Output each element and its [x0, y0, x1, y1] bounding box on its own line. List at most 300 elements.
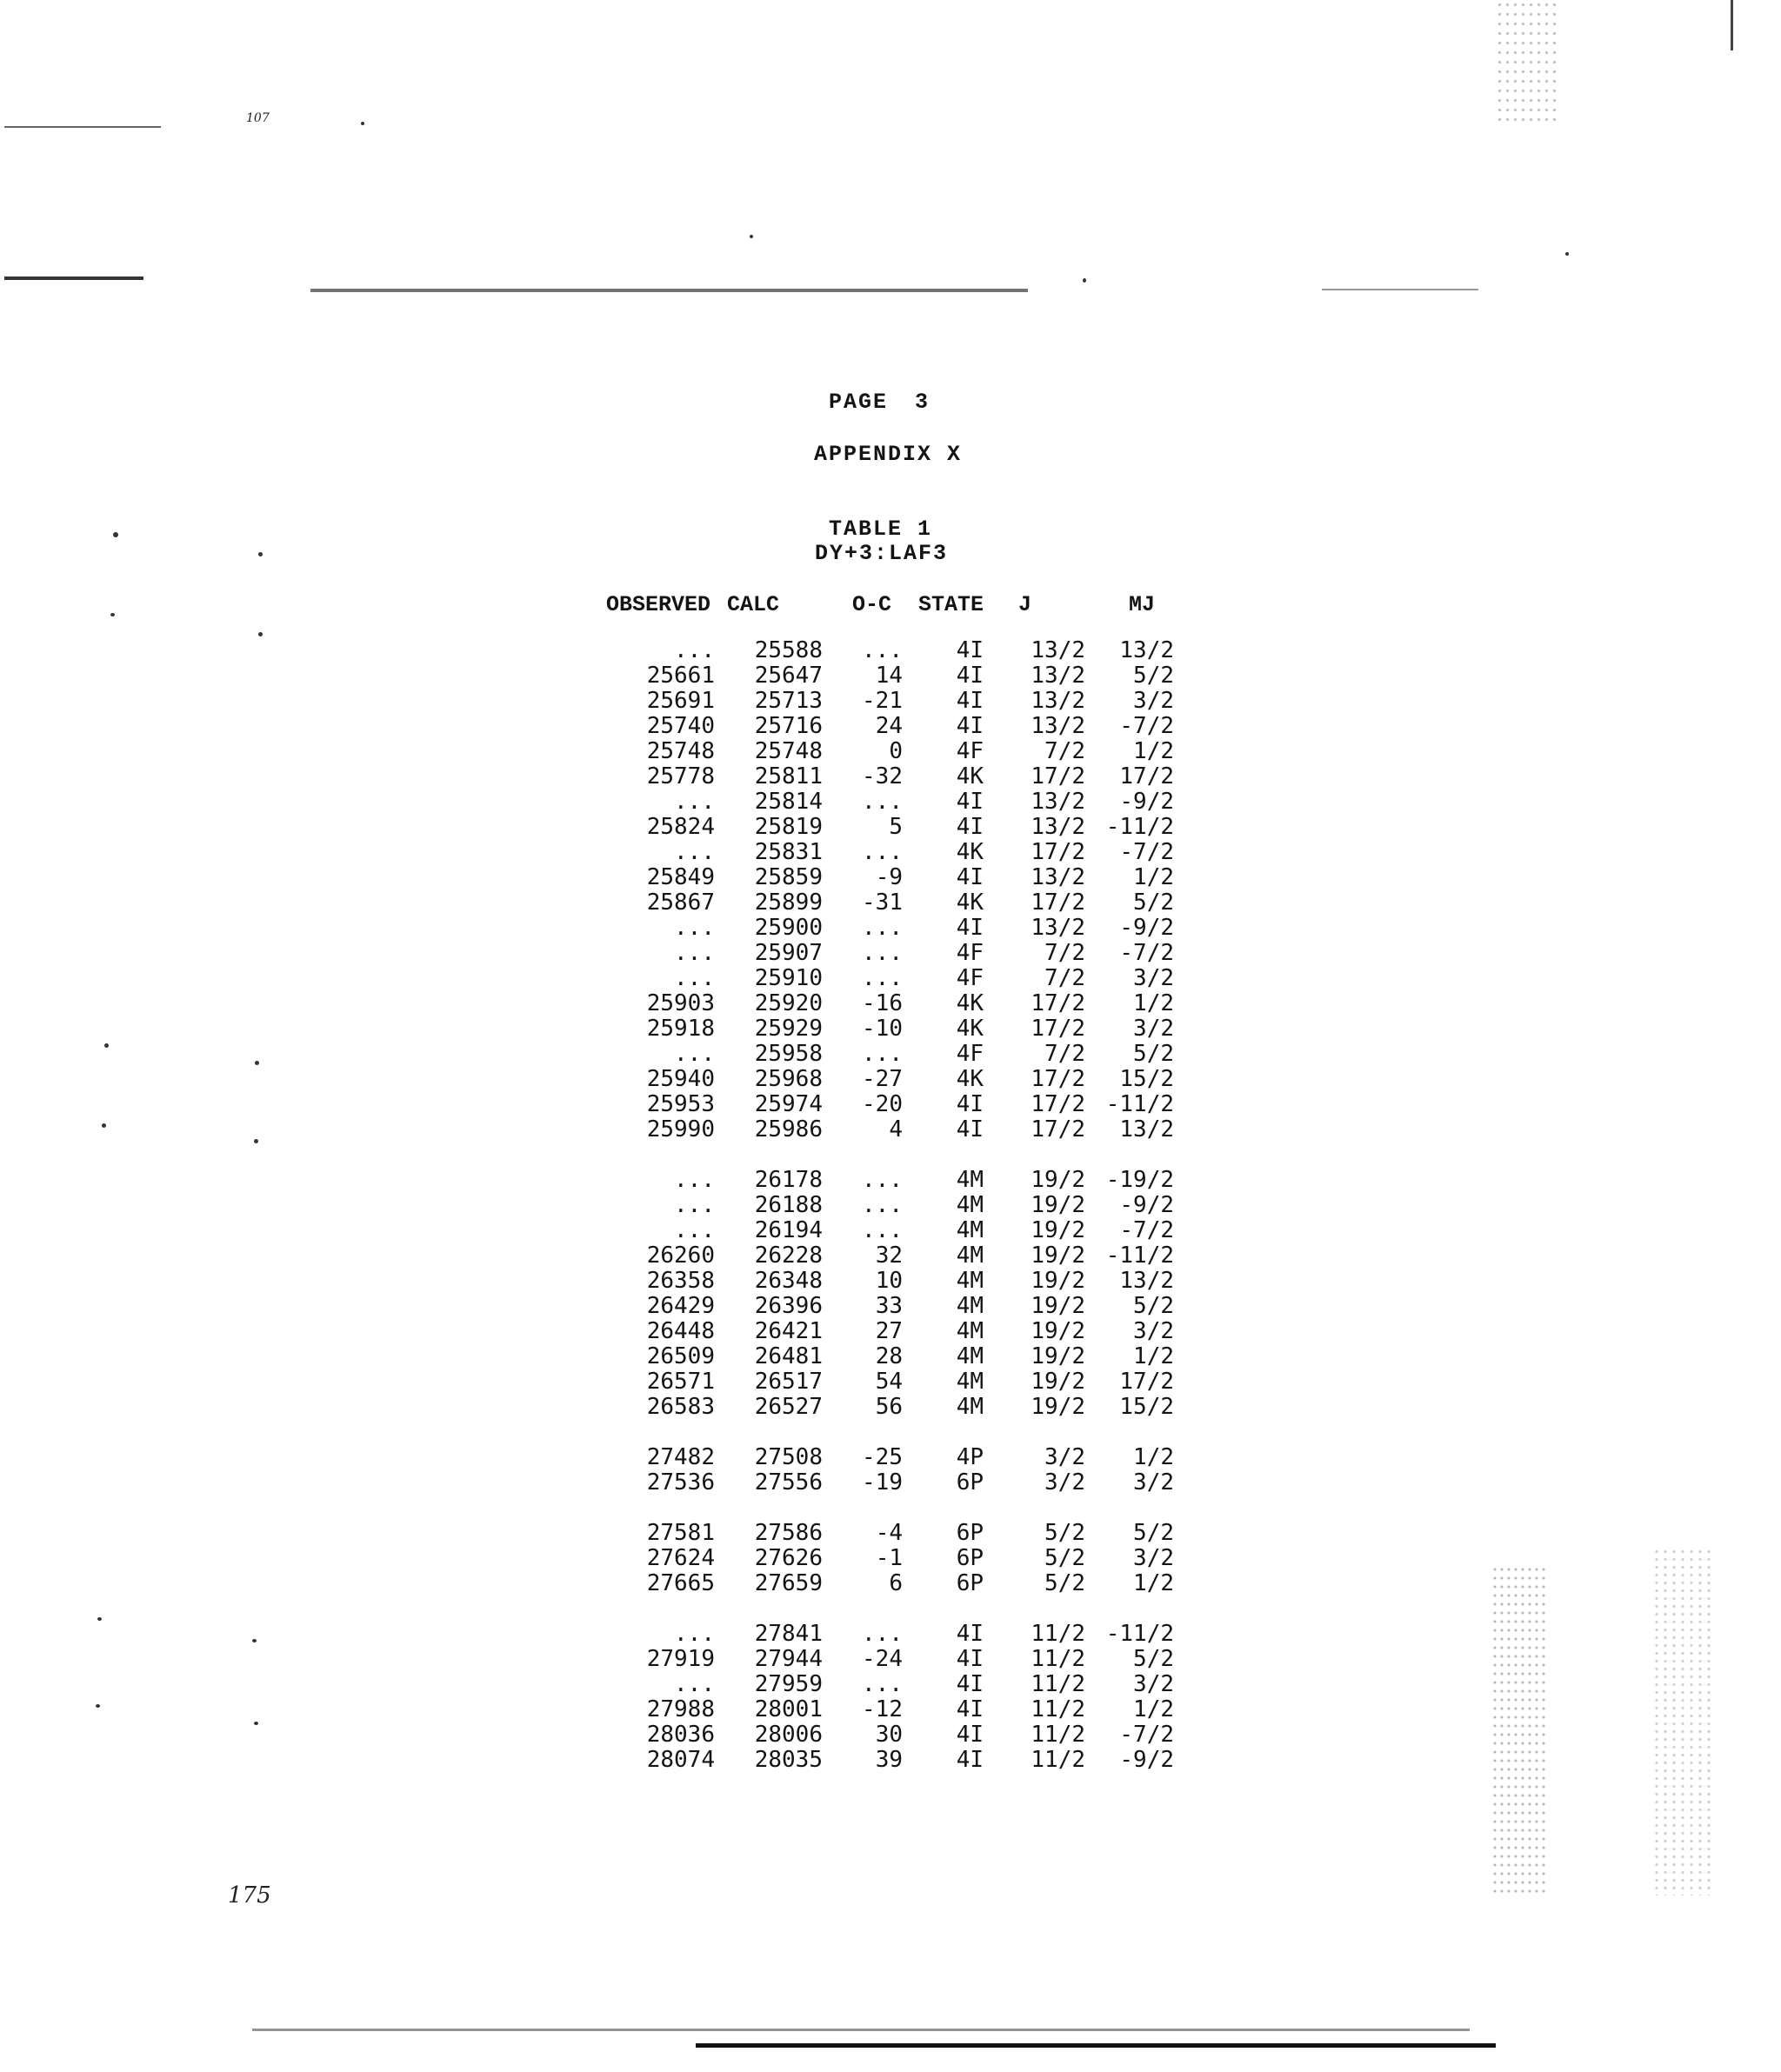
appendix-heading-text: APPENDIX X — [814, 442, 963, 467]
cell-calc: 25748 — [754, 738, 823, 764]
cell-oc: ... — [862, 1671, 903, 1697]
cell-calc: 27626 — [754, 1545, 823, 1571]
cell-j: 17/2 — [1031, 990, 1086, 1016]
cell-state: 6P — [956, 1545, 984, 1571]
cell-calc: 28006 — [754, 1722, 823, 1748]
cell-mj: 1/2 — [1133, 1696, 1175, 1722]
cell-calc: 25907 — [754, 940, 823, 966]
cell-j: 17/2 — [1031, 1116, 1086, 1143]
cell-oc: ... — [862, 1192, 903, 1218]
cell-j: 7/2 — [1044, 965, 1086, 991]
scan-noise-right-lower-2 — [1652, 1548, 1713, 1895]
cell-j: 7/2 — [1044, 1041, 1086, 1067]
scan-speck — [104, 1043, 109, 1048]
scan-speck — [102, 1123, 106, 1128]
scan-rule-top — [310, 289, 1028, 292]
table-row — [606, 1117, 1174, 1143]
table-row — [606, 815, 1174, 840]
cell-observed: 25740 — [646, 713, 715, 739]
cell-calc: 25929 — [754, 1016, 823, 1042]
table-row — [606, 663, 1174, 689]
cell-oc: -21 — [862, 688, 903, 714]
cell-j: 11/2 — [1031, 1671, 1086, 1697]
group-separator — [606, 1496, 1174, 1521]
cell-calc: 27556 — [754, 1469, 823, 1496]
scan-rule-bottom-heavy — [696, 2043, 1496, 2048]
cell-observed: ... — [674, 940, 715, 966]
cell-j: 7/2 — [1044, 738, 1086, 764]
table-row — [606, 1243, 1174, 1269]
cell-observed: 25748 — [646, 738, 715, 764]
cell-calc: 26517 — [754, 1369, 823, 1395]
cell-oc: -16 — [862, 990, 903, 1016]
cell-observed: 26358 — [646, 1268, 715, 1294]
scan-speck — [113, 532, 118, 537]
cell-observed: 25867 — [646, 889, 715, 916]
cell-j: 17/2 — [1031, 839, 1086, 865]
table-row — [606, 1546, 1174, 1571]
cell-observed: 25661 — [646, 663, 715, 689]
cell-mj: -7/2 — [1119, 1217, 1175, 1243]
cell-state: 6P — [956, 1570, 984, 1596]
cell-state: 4M — [956, 1293, 984, 1319]
cell-state: 4M — [956, 1394, 984, 1420]
cell-j: 19/2 — [1031, 1369, 1086, 1395]
cell-oc: -10 — [862, 1016, 903, 1042]
cell-calc: 26188 — [754, 1192, 823, 1218]
cell-oc: 0 — [889, 738, 903, 764]
cell-observed: ... — [674, 637, 715, 663]
table-row — [606, 991, 1174, 1016]
cell-mj: 5/2 — [1133, 889, 1175, 916]
cell-mj: -11/2 — [1105, 1621, 1175, 1647]
cell-mj: 3/2 — [1133, 965, 1175, 991]
table-row — [606, 916, 1174, 941]
cell-oc: ... — [862, 940, 903, 966]
cell-state: 4M — [956, 1369, 984, 1395]
cell-observed: 26448 — [646, 1318, 715, 1344]
cell-mj: -9/2 — [1119, 1747, 1175, 1773]
cell-oc: ... — [862, 915, 903, 941]
cell-observed: 27665 — [646, 1570, 715, 1596]
cell-j: 19/2 — [1031, 1268, 1086, 1294]
cell-calc: 26348 — [754, 1268, 823, 1294]
cell-observed: ... — [674, 915, 715, 941]
cell-calc: 26421 — [754, 1318, 823, 1344]
cell-j: 19/2 — [1031, 1243, 1086, 1269]
cell-calc: 28001 — [754, 1696, 823, 1722]
table-row — [606, 714, 1174, 739]
cell-observed: ... — [674, 1217, 715, 1243]
cell-state: 4I — [956, 637, 984, 663]
cell-calc: 25814 — [754, 789, 823, 815]
cell-j: 17/2 — [1031, 1066, 1086, 1092]
cell-state: 4F — [956, 738, 984, 764]
cell-observed: 25903 — [646, 990, 715, 1016]
cell-j: 19/2 — [1031, 1394, 1086, 1420]
cell-state: 4K — [956, 763, 984, 789]
cell-calc: 25900 — [754, 915, 823, 941]
cell-calc: 25920 — [754, 990, 823, 1016]
cell-calc: 27944 — [754, 1646, 823, 1672]
cell-mj: -11/2 — [1105, 814, 1175, 840]
cell-mj: 3/2 — [1133, 1545, 1175, 1571]
cell-j: 19/2 — [1031, 1293, 1086, 1319]
scan-speck — [750, 235, 753, 238]
cell-calc: 26228 — [754, 1243, 823, 1269]
cell-oc: -27 — [862, 1066, 903, 1092]
cell-calc: 25910 — [754, 965, 823, 991]
table-row — [606, 1672, 1174, 1697]
cell-j: 3/2 — [1044, 1469, 1086, 1496]
cell-oc: -31 — [862, 889, 903, 916]
scan-rule-top-right — [1322, 289, 1478, 290]
cell-mj: 1/2 — [1133, 1343, 1175, 1369]
cell-calc: 25974 — [754, 1091, 823, 1117]
cell-oc: 32 — [875, 1243, 903, 1269]
cell-mj: 3/2 — [1133, 1469, 1175, 1496]
cell-state: 4I — [956, 1646, 984, 1672]
cell-j: 13/2 — [1031, 713, 1086, 739]
cell-j: 19/2 — [1031, 1167, 1086, 1193]
cell-j: 5/2 — [1044, 1545, 1086, 1571]
cell-observed: 25691 — [646, 688, 715, 714]
cell-calc: 26178 — [754, 1167, 823, 1193]
cell-j: 13/2 — [1031, 814, 1086, 840]
cell-oc: 6 — [889, 1570, 903, 1596]
table-body — [606, 638, 1174, 1773]
cell-state: 4I — [956, 713, 984, 739]
cell-calc: 25899 — [754, 889, 823, 916]
cell-mj: 3/2 — [1133, 1016, 1175, 1042]
table-row — [606, 966, 1174, 991]
cell-observed: ... — [674, 1192, 715, 1218]
cell-mj: 5/2 — [1133, 1646, 1175, 1672]
cell-observed: 25849 — [646, 864, 715, 890]
table-row — [606, 1218, 1174, 1243]
cell-state: 4I — [956, 1621, 984, 1647]
table-title-text: TABLE 1 — [829, 516, 933, 542]
cell-state: 4M — [956, 1268, 984, 1294]
cell-observed: 25824 — [646, 814, 715, 840]
table-row — [606, 739, 1174, 764]
table-row — [606, 1748, 1174, 1773]
cell-j: 11/2 — [1031, 1621, 1086, 1647]
cell-observed: 27536 — [646, 1469, 715, 1496]
cell-mj: 1/2 — [1133, 1570, 1175, 1596]
scan-speck — [97, 1617, 102, 1621]
cell-calc: 27959 — [754, 1671, 823, 1697]
cell-observed: 26571 — [646, 1369, 715, 1395]
table-subtitle-text: DY+3:LAF3 — [815, 541, 949, 566]
cell-mj: 17/2 — [1119, 763, 1175, 789]
table-row — [606, 1622, 1174, 1647]
cell-calc: 25859 — [754, 864, 823, 890]
cell-oc: 14 — [875, 663, 903, 689]
cell-mj: -9/2 — [1119, 1192, 1175, 1218]
cell-mj: 5/2 — [1133, 1293, 1175, 1319]
cell-oc: -1 — [875, 1545, 903, 1571]
cell-oc: 56 — [875, 1394, 903, 1420]
cell-observed: 28036 — [646, 1722, 715, 1748]
cell-j: 13/2 — [1031, 663, 1086, 689]
group-separator — [606, 1420, 1174, 1445]
cell-observed: 25953 — [646, 1091, 715, 1117]
cell-state: 4M — [956, 1217, 984, 1243]
cell-oc: -19 — [862, 1469, 903, 1496]
cell-state: 4I — [956, 864, 984, 890]
cell-state: 4K — [956, 1016, 984, 1042]
cell-observed: 26583 — [646, 1394, 715, 1420]
scan-rule-left-top — [4, 126, 161, 128]
cell-observed: ... — [674, 1041, 715, 1067]
cell-j: 7/2 — [1044, 940, 1086, 966]
scan-rule-right-edge — [1731, 0, 1733, 50]
cell-calc: 25647 — [754, 663, 823, 689]
cell-observed: ... — [674, 1621, 715, 1647]
cell-j: 13/2 — [1031, 637, 1086, 663]
cell-observed: 26260 — [646, 1243, 715, 1269]
cell-mj: 1/2 — [1133, 1444, 1175, 1470]
table-row — [606, 1344, 1174, 1369]
cell-j: 11/2 — [1031, 1722, 1086, 1748]
cell-oc: 10 — [875, 1268, 903, 1294]
table-row — [606, 1697, 1174, 1722]
col-header-calc: CALC — [727, 591, 780, 617]
cell-state: 4I — [956, 789, 984, 815]
cell-state: 4K — [956, 990, 984, 1016]
table-row — [606, 890, 1174, 916]
cell-state: 4K — [956, 1066, 984, 1092]
cell-state: 4M — [956, 1343, 984, 1369]
table-row — [606, 1193, 1174, 1218]
cell-oc: 54 — [875, 1369, 903, 1395]
cell-state: 4I — [956, 1722, 984, 1748]
cell-oc: ... — [862, 1167, 903, 1193]
scan-speck — [1083, 278, 1086, 283]
cell-j: 19/2 — [1031, 1217, 1086, 1243]
cell-calc: 26194 — [754, 1217, 823, 1243]
table-row — [606, 1470, 1174, 1496]
cell-state: 4K — [956, 839, 984, 865]
cell-oc: -4 — [875, 1520, 903, 1546]
cell-mj: 3/2 — [1133, 688, 1175, 714]
table-row — [606, 1647, 1174, 1672]
cell-state: 4I — [956, 1671, 984, 1697]
cell-mj: 13/2 — [1119, 1116, 1175, 1143]
cell-mj: 3/2 — [1133, 1671, 1175, 1697]
scan-rule-left-mid — [4, 276, 143, 280]
cell-j: 17/2 — [1031, 763, 1086, 789]
cell-oc: -20 — [862, 1091, 903, 1117]
cell-j: 13/2 — [1031, 864, 1086, 890]
table-row — [606, 1395, 1174, 1420]
cell-j: 5/2 — [1044, 1570, 1086, 1596]
cell-mj: 1/2 — [1133, 990, 1175, 1016]
cell-calc: 25716 — [754, 713, 823, 739]
cell-observed: 25778 — [646, 763, 715, 789]
cell-oc: -24 — [862, 1646, 903, 1672]
cell-state: 4I — [956, 1747, 984, 1773]
cell-state: 4I — [956, 1091, 984, 1117]
cell-mj: -7/2 — [1119, 839, 1175, 865]
cell-state: 4I — [956, 688, 984, 714]
cell-oc: ... — [862, 965, 903, 991]
cell-state: 4I — [956, 915, 984, 941]
cell-state: 4F — [956, 940, 984, 966]
cell-observed: 27624 — [646, 1545, 715, 1571]
cell-calc: 25713 — [754, 688, 823, 714]
cell-observed: 26429 — [646, 1293, 715, 1319]
cell-mj: -11/2 — [1105, 1243, 1175, 1269]
cell-mj: 15/2 — [1119, 1394, 1175, 1420]
scan-speck — [1565, 252, 1569, 256]
cell-calc: 27841 — [754, 1621, 823, 1647]
scan-speck — [258, 552, 263, 556]
cell-observed: 28074 — [646, 1747, 715, 1773]
cell-j: 19/2 — [1031, 1192, 1086, 1218]
table-row — [606, 1521, 1174, 1546]
cell-calc: 25986 — [754, 1116, 823, 1143]
table-row — [606, 1042, 1174, 1067]
cell-mj: 1/2 — [1133, 864, 1175, 890]
cell-state: 4K — [956, 889, 984, 916]
cell-mj: 17/2 — [1119, 1369, 1175, 1395]
cell-j: 13/2 — [1031, 915, 1086, 941]
cell-mj: -19/2 — [1105, 1167, 1175, 1193]
cell-oc: ... — [862, 839, 903, 865]
cell-j: 19/2 — [1031, 1343, 1086, 1369]
table-row — [606, 865, 1174, 890]
cell-observed: ... — [674, 1671, 715, 1697]
cell-mj: 1/2 — [1133, 738, 1175, 764]
table-row — [606, 1269, 1174, 1294]
cell-state: 4P — [956, 1444, 984, 1470]
table-row — [606, 1067, 1174, 1092]
cell-mj: 5/2 — [1133, 1520, 1175, 1546]
cell-oc: 5 — [889, 814, 903, 840]
cell-mj: 5/2 — [1133, 663, 1175, 689]
cell-calc: 25819 — [754, 814, 823, 840]
cell-state: 4I — [956, 1696, 984, 1722]
table-row — [606, 1369, 1174, 1395]
table-row — [606, 1445, 1174, 1470]
cell-calc: 26396 — [754, 1293, 823, 1319]
cell-j: 17/2 — [1031, 1016, 1086, 1042]
cell-calc: 25588 — [754, 637, 823, 663]
cell-calc: 25831 — [754, 839, 823, 865]
cell-observed: 25940 — [646, 1066, 715, 1092]
cell-mj: -11/2 — [1105, 1091, 1175, 1117]
group-separator — [606, 1596, 1174, 1622]
table-row — [606, 1722, 1174, 1748]
cell-j: 11/2 — [1031, 1696, 1086, 1722]
page-label-text: PAGE 3 — [829, 390, 931, 415]
scan-speck — [252, 1639, 257, 1642]
cell-state: 4M — [956, 1243, 984, 1269]
cell-oc: ... — [862, 1621, 903, 1647]
cell-observed: ... — [674, 1167, 715, 1193]
scan-speck — [255, 1061, 259, 1065]
cell-calc: 27586 — [754, 1520, 823, 1546]
scan-rule-bottom — [252, 2029, 1470, 2031]
cell-state: 6P — [956, 1520, 984, 1546]
cell-oc: 30 — [875, 1722, 903, 1748]
scan-noise-right-lower-1 — [1491, 1565, 1548, 1895]
cell-oc: -32 — [862, 763, 903, 789]
cell-mj: -7/2 — [1119, 713, 1175, 739]
scan-speck — [254, 1139, 258, 1143]
table-header-spacer — [606, 621, 1174, 638]
cell-observed: ... — [674, 965, 715, 991]
cell-state: 4M — [956, 1318, 984, 1344]
col-header-observed: OBSERVED — [606, 591, 711, 617]
cell-oc: ... — [862, 1217, 903, 1243]
cell-state: 4F — [956, 965, 984, 991]
group-separator — [606, 1143, 1174, 1168]
energy-level-table — [606, 588, 1174, 1773]
cell-oc: 24 — [875, 713, 903, 739]
cell-state: 4I — [956, 1116, 984, 1143]
cell-oc: 39 — [875, 1747, 903, 1773]
margin-note: 175 — [228, 1882, 271, 1909]
cell-calc: 26527 — [754, 1394, 823, 1420]
cell-oc: ... — [862, 637, 903, 663]
cell-state: 4I — [956, 814, 984, 840]
cell-observed: 25990 — [646, 1116, 715, 1143]
table-row — [606, 1571, 1174, 1596]
cell-observed: 27482 — [646, 1444, 715, 1470]
table-row — [606, 1092, 1174, 1117]
cell-state: 4I — [956, 663, 984, 689]
cell-calc: 25811 — [754, 763, 823, 789]
cell-j: 13/2 — [1031, 688, 1086, 714]
cell-observed: ... — [674, 789, 715, 815]
cell-oc: -12 — [862, 1696, 903, 1722]
cell-j: 11/2 — [1031, 1646, 1086, 1672]
scan-speck — [254, 1722, 258, 1725]
cell-oc: ... — [862, 1041, 903, 1067]
cell-state: 4F — [956, 1041, 984, 1067]
table-row — [606, 689, 1174, 714]
col-header-state: STATE — [918, 591, 984, 617]
table-row — [606, 1016, 1174, 1042]
col-header-j: J — [1018, 591, 1032, 617]
cell-calc: 25958 — [754, 1041, 823, 1067]
cell-mj: -9/2 — [1119, 915, 1175, 941]
cell-oc: 4 — [889, 1116, 903, 1143]
table-row — [606, 789, 1174, 815]
table-row — [606, 1168, 1174, 1193]
table-row — [606, 638, 1174, 663]
scan-speck — [110, 613, 115, 616]
cell-observed: 27581 — [646, 1520, 715, 1546]
cell-calc: 26481 — [754, 1343, 823, 1369]
col-header-oc: O-C — [852, 591, 892, 617]
cell-observed: 27919 — [646, 1646, 715, 1672]
col-header-mj: MJ — [1129, 591, 1156, 617]
cell-oc: 28 — [875, 1343, 903, 1369]
cell-j: 11/2 — [1031, 1747, 1086, 1773]
cell-oc: ... — [862, 789, 903, 815]
cell-mj: -7/2 — [1119, 940, 1175, 966]
cell-observed: 26509 — [646, 1343, 715, 1369]
scan-mark-top-left: 107 — [246, 111, 270, 125]
cell-mj: 5/2 — [1133, 1041, 1175, 1067]
table-header-row — [606, 588, 1174, 621]
cell-oc: 33 — [875, 1293, 903, 1319]
cell-observed: ... — [674, 839, 715, 865]
